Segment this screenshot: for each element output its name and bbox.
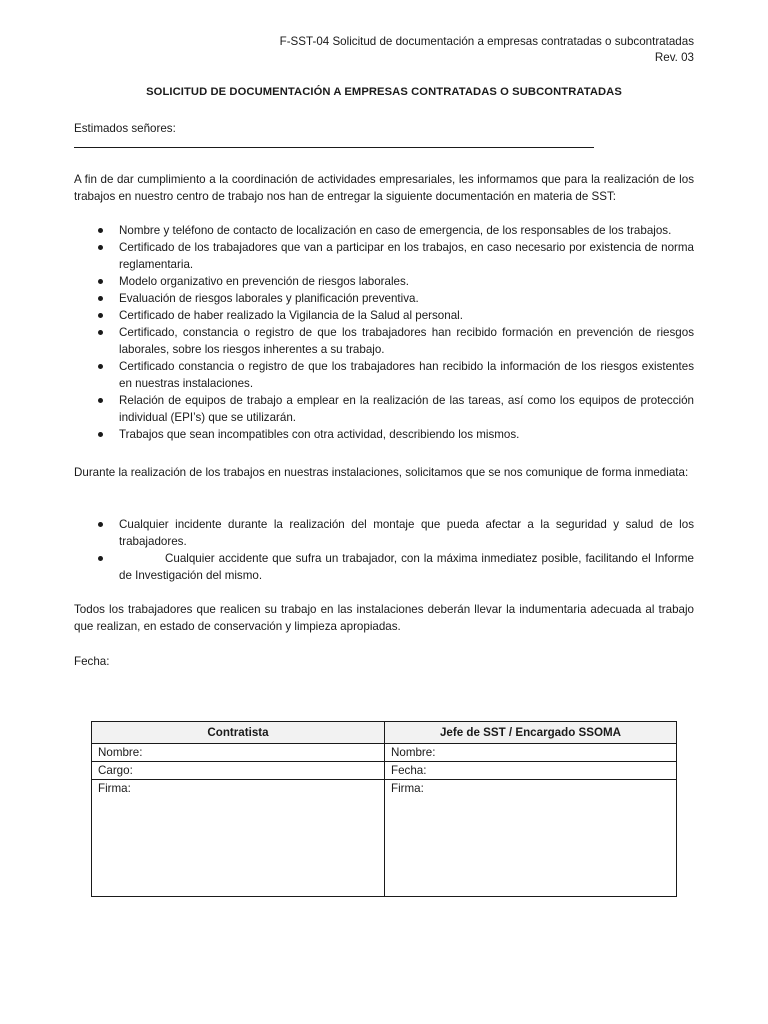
bullet-icon xyxy=(98,228,103,233)
bullet-icon xyxy=(98,522,103,527)
table-header-row xyxy=(92,722,677,744)
table-row xyxy=(92,780,677,897)
date-label: Fecha: xyxy=(74,655,110,668)
bullet-icon xyxy=(98,432,103,437)
contractor-position-field[interactable]: Cargo: xyxy=(92,762,385,780)
list-item: Trabajos que sean incompatibles con otra actividad, describiendo los mismos. xyxy=(74,426,694,443)
table-row xyxy=(92,744,677,762)
list-item: Modelo organizativo en prevención de riesgos laborales. xyxy=(74,273,694,290)
bullet-icon xyxy=(98,364,103,369)
list-item: Cualquier incidente durante la realización del montaje que pueda afectar a la seguridad y salud de los trabajadores. xyxy=(74,516,694,550)
addressee-blank-line xyxy=(74,147,594,148)
sst-chief-column-header: Jefe de SST / Encargado SSOMA xyxy=(385,722,677,744)
bullet-icon xyxy=(98,330,103,335)
contractor-signature-field[interactable]: Firma: xyxy=(92,780,385,897)
list-item: Certificado de haber realizado la Vigilancia de la Salud al personal. xyxy=(74,307,694,324)
notify-list xyxy=(74,516,694,584)
revision-label: Rev. 03 xyxy=(654,51,694,64)
list-item: Certificado de los trabajadores que van a participar en los trabajos, en caso necesario por existencia de norma reglamentaria. xyxy=(74,239,694,273)
list-item: Certificado constancia o registro de que los trabajadores han recibido la información de los riesgos existentes en nuestras instalaciones. xyxy=(74,358,694,392)
table-row xyxy=(92,762,677,780)
form-code: F-SST-04 Solicitud de documentación a empresas contratadas o subcontratadas xyxy=(279,35,694,48)
notify-intro-paragraph: Durante la realización de los trabajos en nuestras instalaciones, solicitamos que se nos comunique de forma inmediata: xyxy=(74,466,689,479)
list-item: Certificado, constancia o registro de que los trabajadores han recibido formación en prevención de riesgos laborales, sobre los riesgos inherentes a su trabajo. xyxy=(74,324,694,358)
bullet-icon xyxy=(98,279,103,284)
salutation: Estimados señores: xyxy=(74,122,176,135)
bullet-icon xyxy=(98,245,103,250)
bullet-icon xyxy=(98,313,103,318)
clothing-paragraph: Todos los trabajadores que realicen su trabajo en las instalaciones deberán llevar la indumentaria adecuada al trabajo que realizan, en estado de conservación y limpieza apropiadas. xyxy=(74,603,694,633)
sst-chief-date-field[interactable]: Fecha: xyxy=(385,762,677,780)
list-item: Nombre y teléfono de contacto de localización en caso de emergencia, de los responsables de los trabajos. xyxy=(74,222,694,239)
required-documents-list xyxy=(74,222,694,443)
list-item: Evaluación de riesgos laborales y planificación preventiva. xyxy=(74,290,694,307)
document-header xyxy=(280,34,694,66)
list-item: Cualquier accidente que sufra un trabajador, con la máxima inmediatez posible, facilitando el Informe de Investigación del mismo. xyxy=(74,550,694,584)
list-item: Relación de equipos de trabajo a emplear en la realización de las tareas, así como los equipos de protección individual (EPI’s) que se utilizarán. xyxy=(74,392,694,426)
sst-chief-signature-field[interactable]: Firma: xyxy=(385,780,677,897)
contractor-column-header: Contratista xyxy=(92,722,385,744)
document-title: SOLICITUD DE DOCUMENTACIÓN A EMPRESAS CONTRATADAS O SUBCONTRATADAS xyxy=(146,86,622,98)
signature-table xyxy=(91,721,677,897)
contractor-name-field[interactable]: Nombre: xyxy=(92,744,385,762)
bullet-icon xyxy=(98,556,103,561)
sst-chief-name-field[interactable]: Nombre: xyxy=(385,744,677,762)
intro-paragraph: A fin de dar cumplimiento a la coordinación de actividades empresariales, les informamos que para la realización de los trabajos en nuestro centro de trabajo nos han de entregar la siguiente documentación en materia de SST: xyxy=(74,173,694,203)
bullet-icon xyxy=(98,398,103,403)
bullet-icon xyxy=(98,296,103,301)
